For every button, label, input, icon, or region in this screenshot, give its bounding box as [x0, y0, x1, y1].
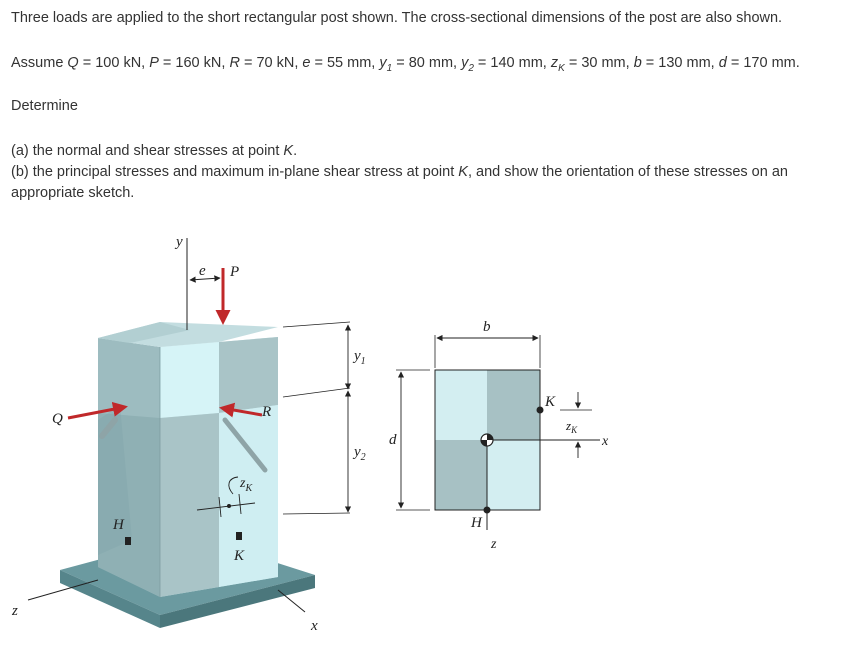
section-q4 — [487, 440, 540, 510]
given-value: = 170 mm. — [726, 55, 800, 71]
given-value: = 130 mm, — [641, 55, 719, 71]
given-value: = 30 mm, — [564, 55, 634, 71]
part-b-symbol: K — [458, 164, 468, 180]
part-a-end: . — [293, 143, 298, 159]
given-symbol: R — [229, 55, 240, 71]
given-symbol: d — [718, 55, 727, 71]
given-symbol: y — [461, 55, 469, 71]
label-h-section: H — [471, 515, 482, 531]
label-d: d — [389, 432, 397, 448]
section-q1 — [435, 370, 487, 440]
part-b-end: , and show the orientation of these stresses on an appropriate sketch. — [11, 164, 788, 201]
point-k-marker — [236, 532, 242, 540]
part-b-text: (b) the principal stresses and maximum in-plane shear stress at point — [11, 164, 459, 180]
given-value: = 160 kN, — [158, 55, 230, 71]
label-zk-post: $z_K$ — [240, 476, 253, 494]
given-value: = 55 mm, — [310, 55, 380, 71]
post-front-lower-left — [160, 413, 219, 597]
part-a-text: (a) the normal and shear stresses at point — [11, 143, 284, 159]
label-k-section: K — [545, 394, 556, 410]
given-value: = 80 mm, — [392, 55, 462, 71]
section-q3 — [435, 440, 487, 510]
label-r: R — [262, 404, 272, 420]
point-h-marker — [125, 537, 131, 545]
section-q2 — [487, 370, 540, 440]
part-a-symbol: K — [283, 143, 294, 159]
label-y2: $y_2$ — [354, 444, 366, 463]
given-subscript: K — [558, 62, 565, 74]
given-symbol: z — [550, 55, 559, 71]
determine-label: Determine — [11, 98, 78, 114]
given-value: = 70 kN, — [239, 55, 303, 71]
given-symbol: e — [302, 55, 311, 71]
label-k-post: K — [234, 548, 245, 564]
given-symbol: Q — [67, 55, 79, 71]
post-front-upper-right — [219, 337, 278, 413]
given-value: = 140 mm, — [473, 55, 551, 71]
given-subscript: 2 — [468, 62, 474, 74]
given-symbol: P — [149, 55, 159, 71]
label-z-post: z — [12, 603, 18, 619]
post-front-lower-right — [219, 405, 278, 587]
assume-prefix: Assume — [11, 55, 68, 71]
given-subscript: 1 — [386, 62, 393, 74]
label-x-section: x — [602, 434, 609, 449]
label-zk-section: $z_K$ — [566, 418, 578, 435]
label-e: e — [199, 263, 206, 279]
label-b: b — [483, 319, 491, 335]
label-p: P — [230, 264, 240, 280]
label-h-post: H — [113, 517, 124, 533]
given-symbol: b — [633, 55, 642, 71]
post-front-upper-left — [160, 342, 219, 418]
section-point-h — [484, 507, 491, 514]
intro-text: Three loads are applied to the short rectangular post shown. The cross-sectional dimensions of the post are also shown. — [11, 10, 783, 26]
label-x-post: x — [311, 618, 318, 634]
section-point-k — [537, 407, 544, 414]
label-z-section: z — [491, 537, 497, 552]
given-value: = 100 kN, — [78, 55, 150, 71]
given-symbol: y — [379, 55, 387, 71]
label-q: Q — [52, 411, 63, 427]
label-y1: $y_1$ — [354, 348, 366, 367]
label-y-axis: y — [176, 234, 183, 250]
